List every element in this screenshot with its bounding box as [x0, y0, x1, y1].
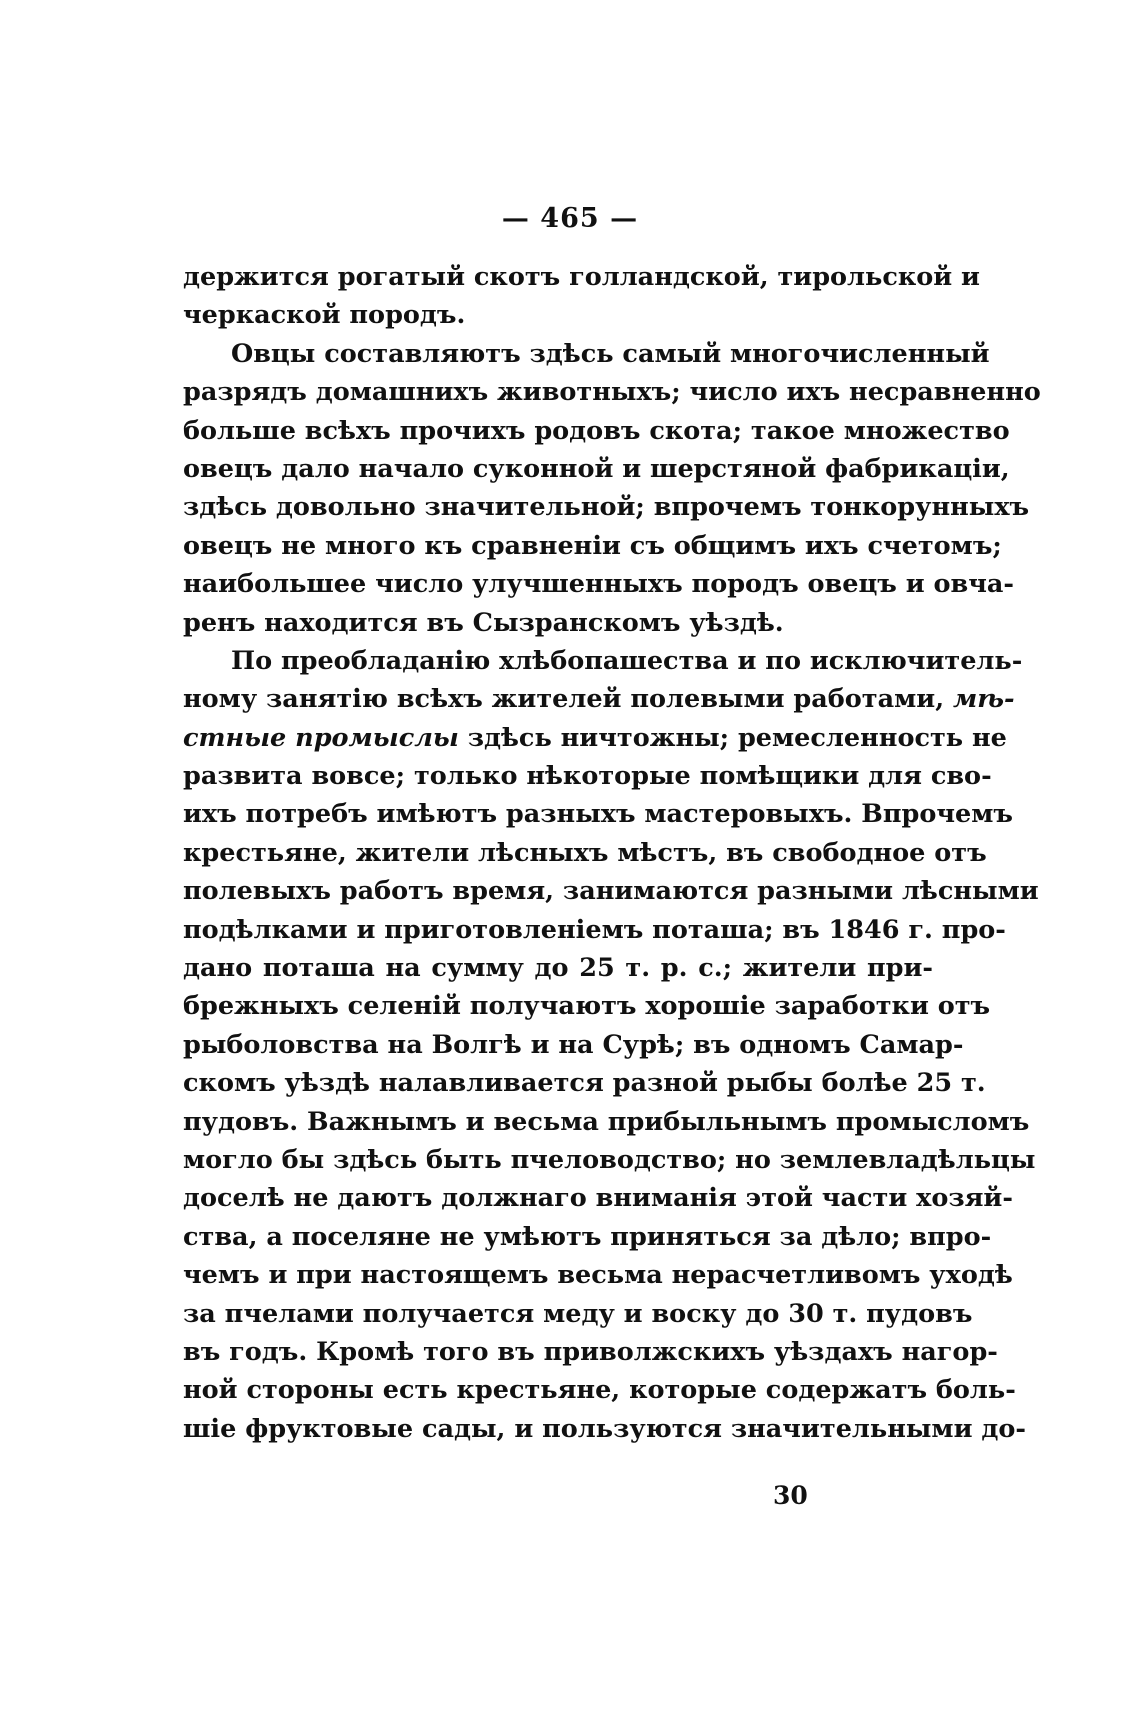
text-line: въ годъ. Кромѣ того въ приволжскихъ уѣздахъ нагор- — [183, 1336, 998, 1367]
text-line: брежныхъ селеній получаютъ хорошіе заработки отъ — [183, 991, 991, 1022]
text-line: подѣлками и приготовленіемъ поташа; въ 1846 г. про- — [183, 914, 1006, 945]
text-line: больше всѣхъ прочихъ родовъ скота; такое множество — [183, 415, 1010, 446]
text-line: могло бы здѣсь быть пчеловодство; но землевладѣльцы — [183, 1144, 1036, 1175]
text-line: развита вовсе; только нѣкоторые помѣщики для сво- — [183, 761, 992, 792]
text-line: ренъ находится въ Сызранскомъ уѣздѣ. — [183, 607, 784, 638]
italic-term: мѣ- — [952, 684, 1015, 715]
text-line: черкаской породъ. — [183, 300, 466, 331]
text-line: наибольшее число улучшенныхъ породъ овецъ и овча- — [183, 569, 1015, 600]
text-line: доселѣ не даютъ должнаго вниманія этой части хозяй- — [183, 1183, 1013, 1214]
text-line: Овцы составляютъ здѣсь самый многочисленный — [231, 338, 990, 369]
text-line: ному занятію всѣхъ жителей полевыми работами, мѣ- — [183, 684, 1015, 715]
text-line: чемъ и при настоящемъ весьма нерасчетливомъ уходѣ — [183, 1260, 1013, 1291]
text-line: шіе фруктовые сады, и пользуются значительными до- — [183, 1413, 1026, 1444]
text-line: крестьяне, жители лѣсныхъ мѣстъ, въ свободное отъ — [183, 837, 987, 868]
text-line: пудовъ. Важнымъ и весьма прибыльнымъ промысломъ — [183, 1106, 1030, 1137]
text-line: здѣсь довольно значительной; впрочемъ тонкорунныхъ — [183, 492, 1030, 523]
text-line: ной стороны есть крестьяне, которые содержатъ боль- — [183, 1375, 1016, 1406]
text-line: ства, а поселяне не умѣютъ приняться за дѣло; впро- — [183, 1221, 992, 1252]
text-line: скомъ уѣздѣ налавливается разной рыбы болѣе 25 т. — [183, 1068, 986, 1099]
text-line: рыболовства на Волгѣ и на Сурѣ; въ одномъ Самар- — [183, 1029, 964, 1060]
text-line: полевыхъ работъ время, занимаются разными лѣсными — [183, 876, 1039, 907]
text-line: овецъ дало начало суконной и шерстяной фабрикаціи, — [183, 453, 1010, 484]
text-line: овецъ не много къ сравненіи съ общимъ ихъ счетомъ; — [183, 530, 1002, 561]
text-line: дано поташа на сумму до 25 т. р. с.; жители при- — [183, 953, 933, 984]
italic-term: стные промыслы — [183, 722, 459, 753]
text-line: По преобладанію хлѣбопашества и по исключитель- — [231, 645, 1023, 676]
signature-mark: 30 — [773, 1481, 808, 1510]
text-line: разрядъ домашнихъ животныхъ; число ихъ несравненно — [183, 377, 1041, 408]
text-line: стные промыслы здѣсь ничтожны; ремесленность не — [183, 722, 1007, 753]
text-line: за пчелами получается меду и воску до 30 т. пудовъ — [183, 1298, 973, 1329]
text-line: ихъ потребъ имѣютъ разныхъ мастеровыхъ. Впрочемъ — [183, 799, 1013, 830]
text-line: держится рогатый скотъ голландской, тирольской и — [183, 262, 980, 292]
body-text — [183, 258, 1041, 1448]
page-number: — 465 — — [501, 203, 639, 234]
